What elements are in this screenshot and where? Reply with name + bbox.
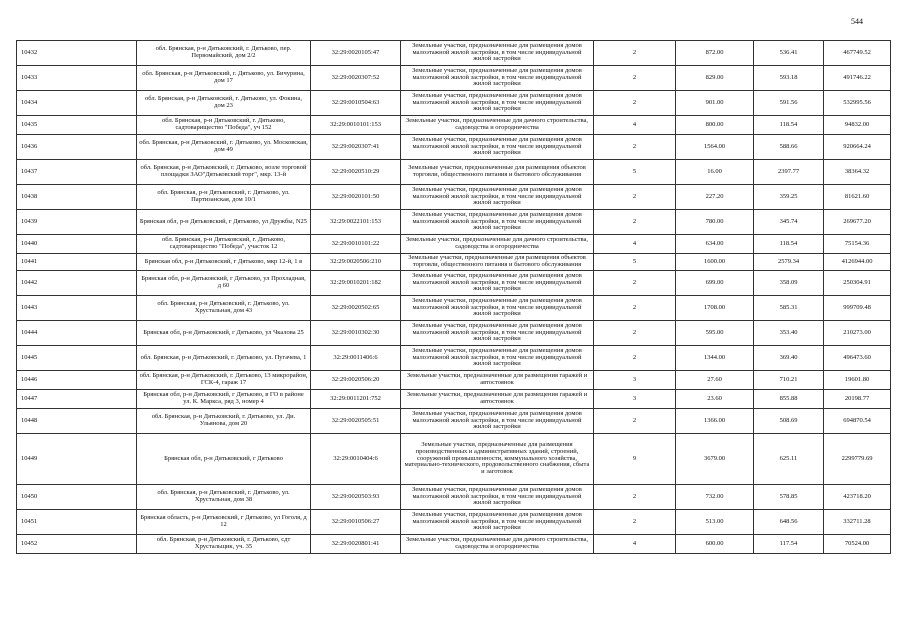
row-address: Брянская область, р-н Дятьковский, г Дятьково, ул Гоголя, д 12 <box>137 510 311 535</box>
row-purpose: Земельные участки, предназначенные для размещения домов малоэтажной жилой застройки, в том числе индивидуальной жилой застройки <box>401 485 594 510</box>
row-area: 1600.00 <box>676 254 754 271</box>
row-group: 2 <box>594 510 676 535</box>
row-cadastral-value: 269677.20 <box>824 210 891 235</box>
row-purpose: Земельные участки, предназначенные для дачного строительства, садоводства и огородничества <box>401 116 594 135</box>
row-id: 10450 <box>17 485 137 510</box>
row-cadastral-number: 32:29:0011201:752 <box>311 390 401 409</box>
table-row <box>17 390 891 409</box>
row-id: 10447 <box>17 390 137 409</box>
row-address: обл. Брянская, р-н Дятьковский, г. Дятьково, сдт Хрустальщик, уч. 35 <box>137 535 311 554</box>
row-id: 10452 <box>17 535 137 554</box>
row-cadastral-number: 32:29:0011406:6 <box>311 346 401 371</box>
row-cadastral-number: 32:29:0020503:93 <box>311 485 401 510</box>
row-group: 9 <box>594 434 676 485</box>
row-purpose: Земельные участки, предназначенные для размещения домов малоэтажной жилой застройки, в том числе индивидуальной жилой застройки <box>401 210 594 235</box>
row-address: Брянская обл, р-н Дятьковский, г Дятьково, в ГО в районе ул. К. Маркса, ряд 3, номер 4 <box>137 390 311 409</box>
table-row <box>17 160 891 185</box>
table-row <box>17 371 891 390</box>
row-id: 10441 <box>17 254 137 271</box>
row-id: 10433 <box>17 66 137 91</box>
row-purpose: Земельные участки, предназначенные для размещения объектов торговли, общественного питания и бытового обслуживания <box>401 160 594 185</box>
page-number: 544 <box>851 17 863 26</box>
row-cadastral-value: 250304.91 <box>824 271 891 296</box>
row-cadastral-value: 210273.00 <box>824 321 891 346</box>
row-cadastral-value: 2299779.69 <box>824 434 891 485</box>
row-id: 10434 <box>17 91 137 116</box>
row-group: 2 <box>594 135 676 160</box>
row-area: 800.00 <box>676 116 754 135</box>
row-cadastral-number: 32:29:0020105:47 <box>311 41 401 66</box>
table-row <box>17 510 891 535</box>
row-area: 227.20 <box>676 185 754 210</box>
table-row <box>17 116 891 135</box>
table-row <box>17 135 891 160</box>
row-address: обл. Брянская, р-н Дятьковский, г. Дятьково, 13 микрорайон, ГСК-4, гараж 17 <box>137 371 311 390</box>
row-cadastral-value: 920664.24 <box>824 135 891 160</box>
row-id: 10448 <box>17 409 137 434</box>
row-cadastral-number: 32:29:0010404:6 <box>311 434 401 485</box>
table-row <box>17 346 891 371</box>
row-address: обл. Брянская, р-н Дятьковский, г. Дятьково, садтоварищество "Победа", уч 152 <box>137 116 311 135</box>
row-address: Брянская обл, р-н Дятьковский, г Дятьково, ул Прохладная, д 60 <box>137 271 311 296</box>
row-unit-value: 855.88 <box>754 390 824 409</box>
row-cadastral-value: 496473.60 <box>824 346 891 371</box>
table-row <box>17 271 891 296</box>
row-cadastral-value: 532995.56 <box>824 91 891 116</box>
row-area: 780.00 <box>676 210 754 235</box>
row-purpose: Земельные участки, предназначенные для размещения домов малоэтажной жилой застройки, в том числе индивидуальной жилой застройки <box>401 409 594 434</box>
row-cadastral-value: 332711.28 <box>824 510 891 535</box>
row-purpose: Земельные участки, предназначенные для размещения домов малоэтажной жилой застройки, в том числе индивидуальной жилой застройки <box>401 185 594 210</box>
row-group: 5 <box>594 160 676 185</box>
row-address: обл. Брянская, р-н Дятьковский, г. Дятьково, пер. Первомайский, дом 2/2 <box>137 41 311 66</box>
row-group: 2 <box>594 210 676 235</box>
row-address: обл. Брянская, р-н Дятьковский, г. Дятьково, ул. Московская, дом 49 <box>137 135 311 160</box>
row-address: обл. Брянская, р-н Дятьковский, г. Дятьково, ул. Фокина, дом 23 <box>137 91 311 116</box>
table-row <box>17 235 891 254</box>
row-id: 10439 <box>17 210 137 235</box>
row-cadastral-number: 32:29:0020307:41 <box>311 135 401 160</box>
table-row <box>17 409 891 434</box>
table-row <box>17 66 891 91</box>
row-cadastral-number: 32:29:0010506:27 <box>311 510 401 535</box>
row-cadastral-value: 94832.00 <box>824 116 891 135</box>
row-unit-value: 585.31 <box>754 296 824 321</box>
row-purpose: Земельные участки, предназначенные для дачного строительства, садоводства и огородничества <box>401 535 594 554</box>
row-group: 2 <box>594 296 676 321</box>
row-area: 23.60 <box>676 390 754 409</box>
row-purpose: Земельные участки, предназначенные для размещения домов малоэтажной жилой застройки, в том числе индивидуальной жилой застройки <box>401 271 594 296</box>
row-cadastral-number: 32:29:0020801:41 <box>311 535 401 554</box>
row-purpose: Земельные участки, предназначенные для размещения домов малоэтажной жилой застройки, в том числе индивидуальной жилой застройки <box>401 296 594 321</box>
row-group: 4 <box>594 116 676 135</box>
row-cadastral-number: 32:29:0020307:52 <box>311 66 401 91</box>
row-address: обл. Брянская, р-н Дятьковский, г. Дятьково, ул. Пугачева, 1 <box>137 346 311 371</box>
row-cadastral-number: 32:29:0020510:29 <box>311 160 401 185</box>
row-group: 3 <box>594 390 676 409</box>
row-purpose: Земельные участки, предназначенные для размещения домов малоэтажной жилой застройки, в том числе индивидуальной жилой застройки <box>401 510 594 535</box>
row-address: обл. Брянская, р-н Дятьковский, г. Дятьково, ул. Партизанская, дом 10/1 <box>137 185 311 210</box>
row-unit-value: 358.09 <box>754 271 824 296</box>
row-cadastral-value: 70524.00 <box>824 535 891 554</box>
row-cadastral-number: 32:29:0020101:50 <box>311 185 401 210</box>
row-address: обл. Брянская, р-н Дятьковский, г. Дятьково, ул. Ди. Ульянова, дом 20 <box>137 409 311 434</box>
row-group: 2 <box>594 185 676 210</box>
row-unit-value: 353.40 <box>754 321 824 346</box>
row-unit-value: 710.21 <box>754 371 824 390</box>
row-purpose: Земельные участки, предназначенные для размещения объектов торговли, общественного питания и бытового обслуживания <box>401 254 594 271</box>
row-cadastral-number: 32:29:0010504:63 <box>311 91 401 116</box>
row-area: 513.00 <box>676 510 754 535</box>
row-purpose: Земельные участки, предназначенные для размещения гаражей и автостоянок <box>401 371 594 390</box>
row-id: 10435 <box>17 116 137 135</box>
row-cadastral-value: 20198.77 <box>824 390 891 409</box>
row-purpose: Земельные участки, предназначенные для размещения домов малоэтажной жилой застройки, в том числе индивидуальной жилой застройки <box>401 91 594 116</box>
row-group: 2 <box>594 346 676 371</box>
row-purpose: Земельные участки, предназначенные для размещения домов малоэтажной жилой застройки, в том числе индивидуальной жилой застройки <box>401 66 594 91</box>
row-group: 2 <box>594 485 676 510</box>
row-id: 10449 <box>17 434 137 485</box>
row-id: 10442 <box>17 271 137 296</box>
row-address: обл. Брянская, р-н Дятьковский, г. Дятьково, садтоварищество "Победа", участок 12 <box>137 235 311 254</box>
row-area: 1344.00 <box>676 346 754 371</box>
row-unit-value: 117.54 <box>754 535 824 554</box>
row-cadastral-number: 32:29:0020506:20 <box>311 371 401 390</box>
cadastral-value-table <box>16 40 891 554</box>
row-area: 600.00 <box>676 535 754 554</box>
row-address: Брянская обл, р-н Дятьковский, г Дятьково, мкр 12-й, 1 в <box>137 254 311 271</box>
row-id: 10443 <box>17 296 137 321</box>
row-area: 634.00 <box>676 235 754 254</box>
row-unit-value: 359.25 <box>754 185 824 210</box>
row-group: 4 <box>594 235 676 254</box>
row-purpose: Земельные участки, предназначенные для размещения производственных и административных зданий, строений, сооружений промышленности, коммунального хозяйства, материально-технического, продовольственного снабжения, сбыта и заготовок <box>401 434 594 485</box>
row-cadastral-value: 467749.52 <box>824 41 891 66</box>
row-group: 2 <box>594 91 676 116</box>
table-row <box>17 41 891 66</box>
row-cadastral-number: 32:29:0022101:153 <box>311 210 401 235</box>
table-row <box>17 535 891 554</box>
row-cadastral-value: 491746.22 <box>824 66 891 91</box>
row-unit-value: 2397.77 <box>754 160 824 185</box>
row-area: 27.60 <box>676 371 754 390</box>
row-cadastral-number: 32:29:0010101:22 <box>311 235 401 254</box>
row-id: 10444 <box>17 321 137 346</box>
row-area: 699.00 <box>676 271 754 296</box>
row-unit-value: 591.56 <box>754 91 824 116</box>
row-group: 3 <box>594 371 676 390</box>
row-cadastral-value: 423718.20 <box>824 485 891 510</box>
row-address: обл. Брянская, р-н Дятьковский, г. Дятьково, ул. Хрустальная, дом 38 <box>137 485 311 510</box>
table-row <box>17 296 891 321</box>
table-row <box>17 91 891 116</box>
row-area: 1564.00 <box>676 135 754 160</box>
row-group: 5 <box>594 254 676 271</box>
row-cadastral-number: 32:29:0010201:182 <box>311 271 401 296</box>
row-purpose: Земельные участки, предназначенные для размещения домов малоэтажной жилой застройки, в том числе индивидуальной жилой застройки <box>401 321 594 346</box>
row-cadastral-value: 19601.80 <box>824 371 891 390</box>
row-purpose: Земельные участки, предназначенные для дачного строительства, садоводства и огородничества <box>401 235 594 254</box>
row-purpose: Земельные участки, предназначенные для размещения домов малоэтажной жилой застройки, в том числе индивидуальной жилой застройки <box>401 346 594 371</box>
row-unit-value: 588.66 <box>754 135 824 160</box>
table-row <box>17 485 891 510</box>
row-cadastral-value: 694870.54 <box>824 409 891 434</box>
row-unit-value: 508.69 <box>754 409 824 434</box>
row-address: Брянская обл, р-н Дятьковский, г Дятьково, ул Чкалова 25 <box>137 321 311 346</box>
row-unit-value: 2579.34 <box>754 254 824 271</box>
row-id: 10445 <box>17 346 137 371</box>
row-unit-value: 345.74 <box>754 210 824 235</box>
row-cadastral-value: 4126944.00 <box>824 254 891 271</box>
row-area: 732.00 <box>676 485 754 510</box>
row-id: 10451 <box>17 510 137 535</box>
row-purpose: Земельные участки, предназначенные для размещения домов малоэтажной жилой застройки, в том числе индивидуальной жилой застройки <box>401 41 594 66</box>
row-area: 16.00 <box>676 160 754 185</box>
row-id: 10438 <box>17 185 137 210</box>
row-area: 872.00 <box>676 41 754 66</box>
row-group: 2 <box>594 41 676 66</box>
row-group: 2 <box>594 321 676 346</box>
table-row <box>17 321 891 346</box>
row-unit-value: 118.54 <box>754 116 824 135</box>
row-group: 2 <box>594 66 676 91</box>
row-area: 1708.00 <box>676 296 754 321</box>
row-address: Брянская обл, р-н Дятьковский, г Дятьково <box>137 434 311 485</box>
row-cadastral-number: 32:29:0020502:65 <box>311 296 401 321</box>
row-address: Брянская обл, р-н Дятьковский, г Дятьково, ул Дружбы, N25 <box>137 210 311 235</box>
row-purpose: Земельные участки, предназначенные для размещения домов малоэтажной жилой застройки, в том числе индивидуальной жилой застройки <box>401 135 594 160</box>
row-address: обл. Брянская, р-н Дятьковский, г. Дятьково, ул. Бичурина, дом 17 <box>137 66 311 91</box>
row-unit-value: 625.11 <box>754 434 824 485</box>
table-row <box>17 434 891 485</box>
row-cadastral-value: 38364.32 <box>824 160 891 185</box>
row-area: 1366.00 <box>676 409 754 434</box>
row-area: 901.00 <box>676 91 754 116</box>
table-row <box>17 185 891 210</box>
table-row <box>17 210 891 235</box>
row-unit-value: 648.56 <box>754 510 824 535</box>
row-cadastral-number: 32:29:0020506:210 <box>311 254 401 271</box>
row-cadastral-number: 32:29:0020505:51 <box>311 409 401 434</box>
row-cadastral-value: 81621.60 <box>824 185 891 210</box>
row-cadastral-number: 32:29:0010101:153 <box>311 116 401 135</box>
row-group: 2 <box>594 409 676 434</box>
row-area: 3679.00 <box>676 434 754 485</box>
row-unit-value: 593.18 <box>754 66 824 91</box>
row-group: 2 <box>594 271 676 296</box>
table-row <box>17 254 891 271</box>
row-unit-value: 578.85 <box>754 485 824 510</box>
row-id: 10446 <box>17 371 137 390</box>
row-id: 10440 <box>17 235 137 254</box>
row-id: 10432 <box>17 41 137 66</box>
row-cadastral-value: 75154.36 <box>824 235 891 254</box>
row-address: обл. Брянская, р-н Дятьковский, г. Дятьково, ул. Хрустальная, дом 43 <box>137 296 311 321</box>
row-area: 829.00 <box>676 66 754 91</box>
row-unit-value: 118.54 <box>754 235 824 254</box>
row-group: 4 <box>594 535 676 554</box>
row-cadastral-number: 32:29:0010302:30 <box>311 321 401 346</box>
row-address: обл. Брянская, р-н Дятьковский, г. Дятьково, возле торговой площадки ЗАО"Дятьковский торг", мкр. 13-й <box>137 160 311 185</box>
row-unit-value: 369.40 <box>754 346 824 371</box>
row-cadastral-value: 999709.48 <box>824 296 891 321</box>
row-id: 10436 <box>17 135 137 160</box>
row-unit-value: 536.41 <box>754 41 824 66</box>
row-purpose: Земельные участки, предназначенные для размещения гаражей и автостоянок <box>401 390 594 409</box>
row-area: 595.00 <box>676 321 754 346</box>
row-id: 10437 <box>17 160 137 185</box>
